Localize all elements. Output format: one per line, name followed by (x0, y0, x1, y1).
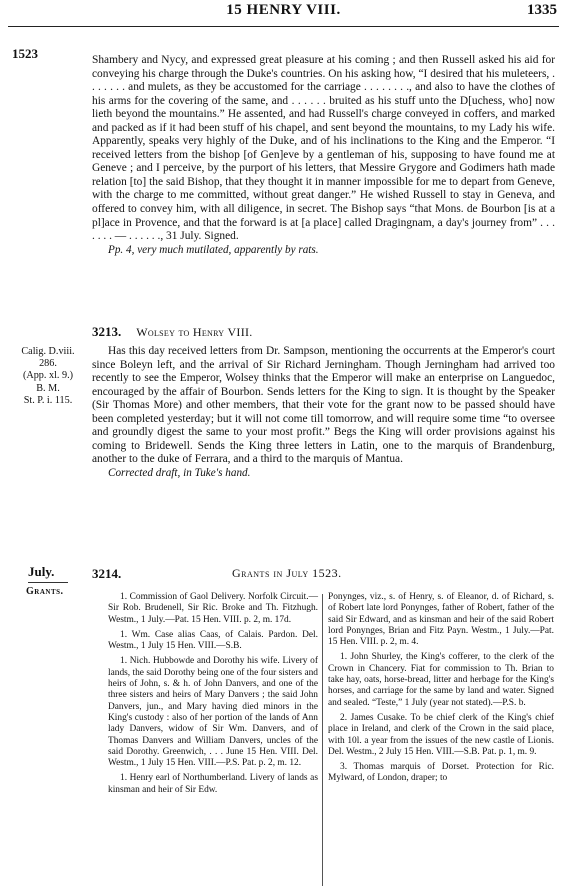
grant-item: 1. Commission of Gaol Delivery. Norfolk Circuit.—Sir Rob. Brudenell, Sir Ric. Broke and Th. Fitzhugh. Westm., 1 July.—Pat. 15 Hen. VIII. p. 2, m. 17d. (108, 592, 318, 625)
grants-right-column (328, 592, 554, 789)
grant-item: 1. Nich. Hubbowde and Dorothy his wife. Livery of lands, the said Dorothy being one of the four sisters and heirs of John, s. & h. of John Danvers, and one of the three sisters and heirs of Mary Danvers ; the said John Danvers, jun., and Mary having died minors in the King's custody : also of her portion of the lands of Ann lady Danvers, widow of Sir Wm. Danvers, and of Thomas Danvers and William Danvers, uncles of the said Dorothy. Greenwich, . . . June 15 Hen. VIII. Del. Westm., 1 July 15 Hen. VIII.—P.S. Pat. p. 2, m. 12. (108, 656, 318, 769)
margin-ref-line: 286. (39, 358, 57, 370)
entry-3213-body (92, 345, 555, 480)
margin-ref-line: Calig. D.viii. (21, 346, 75, 357)
grant-item: 1. John Shurley, the King's cofferer, to the clerk of the Crown in Chancery. Fiat for commission to Th. Brian to take hay, oats, horse-bread, litter and herbage for the King's horses, and carriage for the same by land and water. Signed and sealed. “Teste,” 1 July (year not stated).—P.S. b. (328, 652, 554, 708)
grant-item: 1. Henry earl of Northumberland. Livery of lands as kinsman and heir of Sir Edw. (108, 773, 318, 795)
entry-3213-note: Corrected draft, in Tuke's hand. (108, 466, 251, 479)
entry-3214-heading (92, 566, 555, 582)
margin-ref-line: B. M. (36, 382, 60, 394)
entry-3213-margin-refs (12, 346, 84, 407)
entry-3213-heading (92, 324, 555, 340)
grant-item: 1. Wm. Case alias Caas, of Calais. Pardon. Del. Westm., 1 July 15 Hen. VIII.—S.B. (108, 629, 318, 652)
header-rule (8, 26, 559, 27)
side-rule (28, 582, 68, 583)
year-margin: 1523 (12, 46, 38, 61)
entry-title: Wolsey to Henry VIII. (136, 325, 253, 339)
entry-continuation-note: Pp. 4, very much mutilated, apparently by rats. (108, 243, 319, 256)
grant-item: 3. Thomas marquis of Dorset. Protection for Ric. Mylward, of London, draper; to (328, 762, 554, 784)
grant-item: 2. James Cusake. To be chief clerk of the King's chief place in Ireland, and clerk of the Crown in the said place, with 10l. a year from the issues of the new castle of Lionis. Del. Westm., 2 July 15 Hen. VIII.—S.B. Pat. p. 1, m. 9. (328, 712, 554, 757)
entry-number: 3213. (92, 324, 122, 339)
margin-ref-line: (App. xl. 9.) (22, 370, 74, 382)
entry-title: Grants in July 1523. (232, 566, 342, 580)
page-number: 1335 (527, 2, 557, 18)
entry-continuation (92, 54, 555, 257)
running-title: 15 HENRY VIII. (226, 2, 341, 18)
entry-continuation-text: Shambery and Nycy, and expressed great pleasure at his coming ; and then Russell asked his aid for conveying his charge through the Duke's countries. On his asking how, “I desired that his muleteers, . . . . . . . and mulets, as they be accustomed for the carriage . . . . . . . ., and also to have the clothes of his arms for the covering of the same, and . . . . . . bruited as his stuff unto the D[uchess, who] now lieth beyond the mountains.” He assented, and had Russell's charge conveyed in coffers, and marked and packed as if it had been stuff of his chapel, and sent beyond the mountains, to my Lady his wife. Apparently, speaks very highly of the Duke, and of his inclinations to the King and the Emperor. “I received letters from the bishop [of Gen]eve by a gentleman of his, supposing to have found me at Geneve ; and I perceive, by the purport of his letters, that Messire Grygore and Godimers hath made relation [to] the said Bishop, that they thought it in manner impossible for me to depart from Geneve, with the charge to me committed, without great danger.” He wished Russell to stay in Geneva, and offered to convey him, with all diligence, in secret. The Bishop says “that Mons. de Bourbon [is at a pl]ace in Provence, and that the forward is at [a place] called Dragingnam, a day's journey from” . . . . . . . — . . . . . ., 31 July. Signed. (92, 54, 555, 243)
column-divider (322, 594, 323, 886)
grant-item-continuation: Ponynges, viz., s. of Henry, s. of Eleanor, d. of Richard, s. of Robert late lord Ponynges, father of Robert, father of the said Sir Edward, and as kinsman and heir of the said Robert lord Ponynges, Brian and Fitz Payn. Westm., 1 July.—Pat. 15 Hen. VIII. p. 2, m. 4. (328, 592, 554, 648)
side-month: July. (28, 564, 55, 579)
entry-number: 3214. (92, 566, 122, 581)
entry-3213-text: Has this day received letters from Dr. Sampson, mentioning the occurrents at the Emperor's court since Boleyn left, and the arrival of Sir Richard Jerningham. Though Jerningham had arrived too recently to see the Emperor, Wolsey thinks that the Emperor will make an enterprise on Languedoc, encouraged by the affair of Bourbon. Sends letters for the King to sign. It is thought by the Speaker (Sir Thomas More) and other members, that their vote for the grant now to be passed should have been completed yesterday; but it will not come till tomorrow, and will require some time “to oversee and groundly digest the same to your most profit.” Begs the King will order provisions against his coming to Bridewell. Sends the King three letters in Latin, one to the marquis of Brandenburg, another to the duke of Ferrara, and a third to the marquis of Mantua. (92, 345, 555, 466)
margin-ref-line: St. P. i. 115. (23, 394, 73, 406)
side-label: Grants. (26, 586, 64, 597)
grants-left-column (108, 592, 318, 800)
